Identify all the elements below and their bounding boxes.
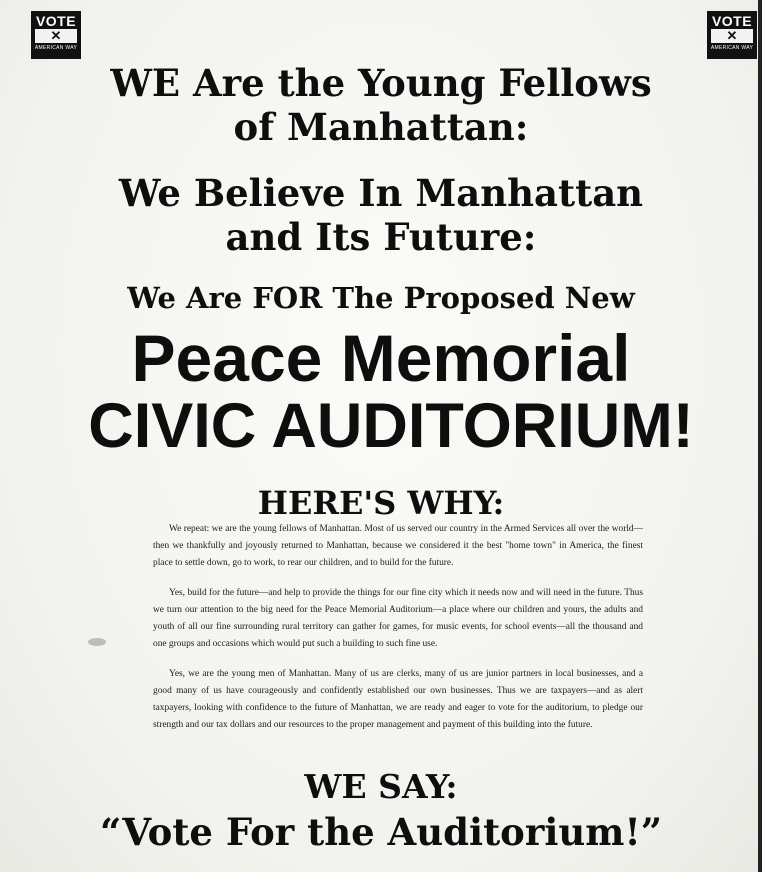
article-paragraph: We repeat: we are the young fellows of Manhattan. Most of us served our country in the Armed Services all over the world—then we thankfully and joyously returned to Manhattan, because we considered it the best "home town" in America, the finest place to settle down, go to work, to rear our children, and to build for the future. [153, 524, 643, 568]
vote-badge-subtext: AMERICAN WAY [34, 45, 78, 51]
headline-for-proposed: We Are FOR The Proposed New [127, 281, 635, 315]
article-paragraph: Yes, build for the future—and help to provide the things for our fine city which it needs now and will need in the future. Thus we turn our attention to the big need for the Peace Memorial Auditorium—a place where our children and yours, the adults and youth of all our fine surrounding rural territory can gather for games, for music events, for school events—all the thousand and one groups and occasions which would put such a building to such fine use. [153, 588, 643, 649]
vote-badge-word: VOTE [711, 13, 753, 29]
vote-badge-left [31, 11, 81, 59]
page-edge-border [758, 0, 762, 872]
headline-peace-memorial: Peace Memorial [131, 321, 631, 395]
article-paragraph: Yes, we are the young men of Manhattan. Many of us are clerks, many of us are junior partners in local businesses, and a good many of us have courageously and confidently established our own businesses. Thus we are taxpayers—and as alert taxpayers, looking with confidence to the future of Manhattan, we are ready and eager to vote for the auditorium, to pledge our strength and our tax dollars and our resources to the proper management and payment of this building into the future. [153, 669, 643, 730]
section-heading-heres-why: HERE'S WHY: [257, 484, 505, 522]
ink-smudge [88, 638, 106, 646]
article-body [153, 521, 643, 747]
ballot-x-icon: ✕ [35, 29, 77, 43]
vote-badge-subtext: AMERICAN WAY [710, 45, 754, 51]
closing-slogan: “Vote For the Auditorium!” [100, 810, 662, 854]
headline-its-future: and Its Future: [225, 215, 537, 259]
headline-young-fellows: WE Are the Young Fellows [110, 61, 652, 105]
ballot-x-icon: ✕ [711, 29, 753, 43]
headline-of-manhattan: of Manhattan: [233, 105, 529, 149]
headline-believe-in-manhattan: We Believe In Manhattan [118, 171, 644, 215]
closing-we-say: WE SAY: [304, 767, 458, 806]
headline-civic-auditorium: CIVIC AUDITORIUM! [88, 391, 694, 461]
vote-badge-right [707, 11, 757, 59]
vote-badge-word: VOTE [35, 13, 77, 29]
